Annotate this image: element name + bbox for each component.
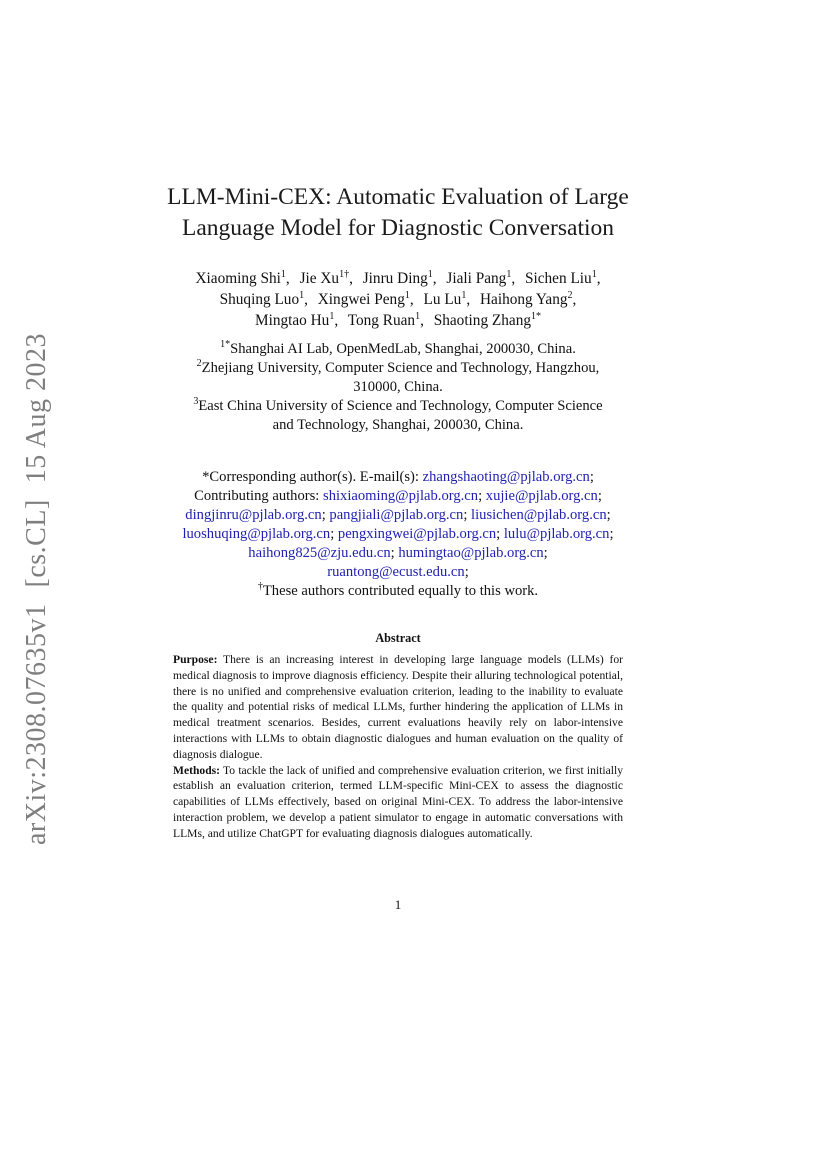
email-link[interactable]: humingtao@pjlab.org.cn <box>398 545 544 561</box>
author-line: Mingtao Hu$^1$, Tong Ruan$^1$, Shaoting Zhang$^{1*}$ <box>254 310 542 329</box>
author-line: Shuqing Luo$^1$, Xingwei Peng$^1$, Lu Lu$^1$, Haihong Yang$^2$, <box>219 289 577 308</box>
title-line-2: Language Model for Diagnostic Conversation <box>181 215 615 241</box>
arxiv-date: 15 Aug 2023 <box>21 333 52 484</box>
email-line: ruantong@ecust.edu.cn; <box>327 564 469 580</box>
author-list <box>0 268 796 331</box>
email-line: haihong825@zju.edu.cn; humingtao@pjlab.org.cn; <box>248 545 548 561</box>
email-link[interactable]: zhangshaoting@pjlab.org.cn <box>422 469 590 485</box>
email-link[interactable]: ruantong@ecust.edu.cn <box>327 564 465 580</box>
email-link[interactable]: pengxingwei@pjlab.org.cn <box>337 526 497 542</box>
author-name: Xingwei Peng$^1$ <box>317 289 410 308</box>
email-link[interactable]: shixiaoming@pjlab.org.cn <box>323 488 479 504</box>
abstract-methods: Methods: To tackle the lack of unified and comprehensive evaluation criterion, we first initially establish an evaluation criterion, termed LLM-specific Mini-CEX to assess the diagnostic capabilities of LLMs effectively, based on original Mini-CEX. To address the labor-intensive interaction problem, we develop a patient simulator to engage in automatic conversations with LLMs, and utilize ChatGPT for evaluating diagnosis dialogues automatically. <box>173 763 623 840</box>
title-line-1: LLM-Mini-CEX: Automatic Evaluation of Large <box>167 184 629 210</box>
email-link[interactable]: luoshuqing@pjlab.org.cn <box>182 526 331 542</box>
author-name: Shuqing Luo$^1$ <box>219 289 305 308</box>
email-link[interactable]: dingjinru@pjlab.org.cn <box>185 507 322 523</box>
author-name: Sichen Liu$^1$ <box>524 268 597 287</box>
arxiv-category: [cs.CL] <box>21 499 52 588</box>
affiliation-3-cont: and Technology, Shanghai, 200030, China. <box>272 417 524 433</box>
affiliation-2: $^2$Zhejiang University, Computer Science and Technology, Hangzhou, <box>196 358 600 376</box>
author-name: Jinru Ding$^1$ <box>362 268 433 287</box>
arxiv-id: arXiv:2308.07635v1 <box>21 603 52 845</box>
author-name: Haihong Yang$^2$ <box>479 289 573 308</box>
email-link[interactable]: lulu@pjlab.org.cn <box>503 526 610 542</box>
paper-title <box>0 182 796 244</box>
email-line: luoshuqing@pjlab.org.cn; pengxingwei@pjlab.org.cn; lulu@pjlab.org.cn; <box>182 526 614 542</box>
email-link[interactable]: liusichen@pjlab.org.cn <box>471 507 607 523</box>
contact-info <box>0 468 796 601</box>
author-line: Xiaoming Shi$^1$, Jie $Xu^{1\dagger}$, Jinru Ding$^1$, Jiali Pang$^1$, Sichen Liu$^1$, <box>195 268 601 287</box>
author-name: Tong Ruan$^1$ <box>347 310 421 329</box>
author-name: Jiali Pang$^1$ <box>446 268 512 287</box>
email-line: dingjinru@pjlab.org.cn; pangjiali@pjlab.org.cn; liusichen@pjlab.org.cn; <box>185 507 611 523</box>
author-name: Mingtao Hu$^1$ <box>254 310 335 329</box>
equal-contribution-note: †These authors contributed equally to this work. <box>257 581 539 599</box>
corresponding-line: *Corresponding author(s). E-mail(s): zhangshaoting@pjlab.org.cn; <box>202 469 594 485</box>
email-link[interactable]: pangjiali@pjlab.org.cn <box>329 507 464 523</box>
abstract-body <box>173 652 623 842</box>
affiliations <box>0 340 796 435</box>
affiliation-3: $^3$East China University of Science and Technology, Computer Science <box>193 396 603 414</box>
affiliation-1: $^{1*}$Shanghai AI Lab, OpenMedLab, Shanghai, 200030, China. <box>220 339 576 357</box>
page-number: 1 <box>394 897 402 912</box>
abstract-heading: Abstract <box>375 631 421 645</box>
abstract-purpose: Purpose: There is an increasing interest in developing large language models (LLMs) for medical diagnosis to improve diagnosis efficiency. Despite their alluring technological potential, there is no unified and comprehensive evaluation criterion, leading to the inability to evaluate the quality and potential risks of medical LLMs, further hindering the application of LLMs in medical treatment scenarios. Besides, current evaluations heavily rely on labor-intensive interactions with LLMs to obtain diagnostic dialogues and human evaluation on the quality of diagnosis dialogue. <box>173 653 623 761</box>
affiliation-2-cont: 310000, China. <box>353 379 443 395</box>
author-name: Xiaoming Shi$^1$ <box>195 268 286 287</box>
contributing-line: Contributing authors: shixiaoming@pjlab.org.cn; xujie@pjlab.org.cn; <box>194 488 602 504</box>
author-name: Shaoting Zhang$^{1*}$ <box>433 310 542 329</box>
email-link[interactable]: haihong825@zju.edu.cn <box>248 545 391 561</box>
author-name: Lu Lu$^1$ <box>423 289 467 308</box>
author-name: Jie $Xu^{1\dagger}$ <box>299 268 350 287</box>
email-link[interactable]: xujie@pjlab.org.cn <box>485 488 598 504</box>
